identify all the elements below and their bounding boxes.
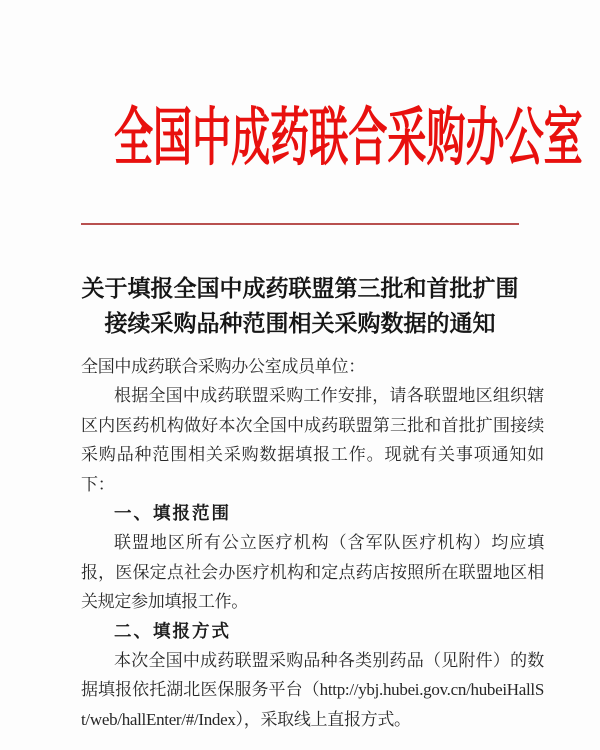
intro-paragraph: 根据全国中成药联盟采购工作安排，请各联盟地区组织辖区内医药机构做好本次全国中成药联盟第三批和首批扩围接续采购品种范围相关采购数据填报工作。现就有关事项通知如下：: [81, 386, 544, 494]
section-2-content: 本次全国中成药联盟采购品种各类别药品（见附件）的数据填报依托湖北医保服务平台（http://ybj.hubei.gov.cn/hubeiHallSt/web/hallEnter/#/Index），采取线上直报方式。: [81, 651, 544, 729]
notice-title-line1: 关于填报全国中成药联盟第三批和首批扩围: [81, 276, 519, 301]
section-2-heading: 二、填报方式: [114, 620, 231, 641]
notice-title-line2: 接续采购品种范围相关采购数据的通知: [104, 311, 496, 336]
salutation: 全国中成药联合采购办公室成员单位：: [81, 357, 365, 376]
letterhead-title: 全国中成药联合采购办公室: [114, 103, 583, 173]
section-1-heading: 一、填报范围: [114, 503, 231, 524]
notice-body: [81, 352, 544, 734]
section-1-content: 联盟地区所有公立医疗机构（含军队医疗机构）均应填报，医保定点社会办医疗机构和定点药店按照所在联盟地区相关规定参加填报工作。: [81, 533, 544, 612]
notice-title: [40, 271, 560, 341]
red-divider-line: [81, 223, 519, 225]
